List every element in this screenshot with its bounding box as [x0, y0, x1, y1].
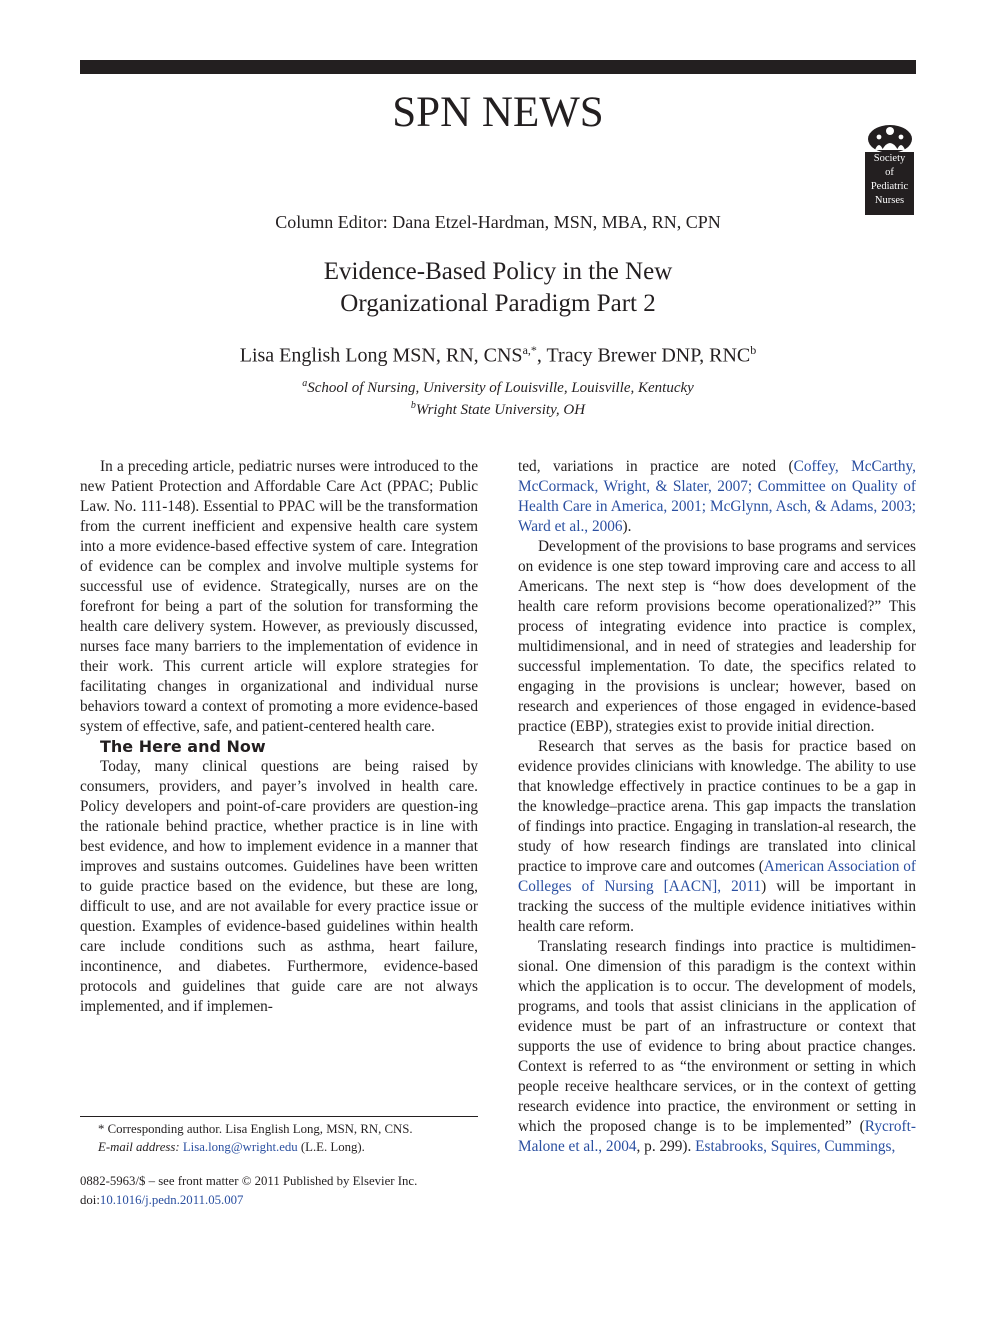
affiliation-text: School of Nursing, University of Louisville, Louisville, Kentucky	[307, 380, 694, 396]
spn-logo	[862, 120, 918, 218]
paragraph-translating	[518, 937, 916, 1157]
paragraph-provisions: Development of the provisions to base programs and services on evidence is one step toward improving care and access to all Americans. The next step is “how does development of the health care reform provisions become operationalized?” This process of integrating evidence into practice is complex, multidimensional, and in need of strategies and leadership for successful implementation. To date, the specifics related to engaging in the provisions is unclear; however, based on research and experiences of those engaged in evidence-based practice (EBP), strategies exist to provide initial direction.	[518, 538, 916, 735]
header-rule	[80, 60, 916, 74]
copyright-line: 0882-5963/$ – see front matter © 2011 Published by Elsevier Inc.	[80, 1174, 418, 1188]
paragraph-research	[518, 737, 916, 937]
article-title	[80, 256, 916, 320]
text-run: ) will be important in tracking the success of the multiple evidence initiatives within health care reform.	[518, 878, 916, 935]
citation-link[interactable]: Coffey, McCarthy, McCormack, Wright, & Slater, 2007; Committee on Quality of Health Care in America, 2001; McGlynn, Asch, & Adams, 2003; Ward et al., 2006	[518, 458, 916, 535]
email-link[interactable]: Lisa.long@wright.edu	[182, 1140, 298, 1154]
doi-link[interactable]: 10.1016/j.pedn.2011.05.007	[99, 1193, 244, 1207]
column-editor: Column Editor: Dana Etzel-Hardman, MSN, MBA, RN, CPN	[275, 212, 721, 232]
affiliation-a	[80, 375, 916, 397]
author-2-affil-mark: b	[750, 343, 757, 357]
spn-emblem-icon	[862, 120, 918, 154]
title-line-2: Organizational Paradigm Part 2	[340, 290, 656, 317]
text-run: ted, variations in practice are noted (	[518, 458, 794, 475]
logo-line: of	[885, 167, 894, 178]
author-2: Tracy Brewer DNP, RNC	[546, 344, 751, 367]
text-run: , p. 299).	[636, 1138, 696, 1155]
imprint	[80, 1172, 530, 1210]
right-column	[518, 457, 916, 1157]
logo-line: Nurses	[874, 195, 905, 206]
paragraph-here-and-now: Today, many clinical questions are being raised by consumers, providers, and payer’s involved in health care. Policy developers and point-of-care providers are question-ing the rationale behind practice, whether practice is in line with best evidence, and how to implement evidence in a manner that improves and sustains outcomes. Guidelines have been written to guide practice based on the evidence, but these are long, difficult to use, and are not available for every practice issue or question. Examples of evidence-based guidelines within health care include conditions such as asthma, heart failure, incontinence, and diabetes. Furthermore, evidence-based protocols and guidelines that guide care are not always implemented, and if implemen-	[80, 758, 478, 1015]
journal-title: SPN NEWS	[392, 89, 604, 136]
author-separator: ,	[536, 344, 547, 367]
author-list	[80, 343, 916, 368]
logo-line: Society	[873, 153, 906, 164]
section-heading: The Here and Now	[100, 737, 266, 756]
title-line-1: Evidence-Based Policy in the New	[323, 258, 673, 285]
affiliation-mark: a	[302, 378, 308, 389]
text-run: Translating research findings into practice is multidimen-sional. One dimension of this paradigm is the context within which the application is to occur. The development of models, programs, and tools that assist clinicians in the application of evidence must be part of an infrastructure or context that supports the use of evidence to bring about practice changes. Context is referred to as “the environment or setting in which people receive healthcare services, or in the context of getting research evidence into practice, the environment or setting in which the proposed change is to be implemented” (	[518, 938, 916, 1135]
text-run: Research that serves as the basis for practice based on evidence provides clinicians with knowledge. The ability to use that knowledge effectively in practice continues to be a gap in the knowledge–practice arena. This gap impacts the translation of findings into practice. Engaging in translation-al research, the study of how research findings are translated into clinical practice to improve care and outcomes (	[518, 738, 916, 875]
footnote	[80, 1120, 500, 1156]
email-line	[80, 1138, 500, 1156]
logo-line: Pediatric	[870, 181, 909, 192]
doi-line	[80, 1191, 530, 1210]
email-owner: (L.E. Long).	[297, 1140, 365, 1154]
affiliation-b	[80, 397, 916, 419]
corresponding-author: * Corresponding author. Lisa English Long, MSN, RN, CNS.	[98, 1122, 413, 1136]
citation-link[interactable]: Rycroft-Malone et al., 2004	[518, 1118, 916, 1155]
left-column	[80, 457, 478, 1017]
logo-text-box	[865, 152, 914, 215]
paragraph-intro: In a preceding article, pediatric nurses were introduced to the new Patient Protection and Affordable Care Act (PPAC; Public Law. No. 111-148). Essential to PPAC will be the transformation from the current inefficient and expensive health care system into a more evidence-based effective system of care. Integration of evidence can be complex and involve multiple systems for successful use of evidence. Strategically, nurses are on the forefront for being a part of the solution for transforming the health care delivery system. However, as previously discussed, nurses face many barriers to the implementation of evidence in their work. This current article will explore strategies for facilitating changes in organizational and individual nurse behaviors toward a context of promoting a more evidence-based system of effective, safe, and patient-centered health care.	[80, 458, 478, 735]
footnote-rule	[80, 1116, 478, 1117]
citation-link[interactable]: Estabrooks, Squires, Cummings,	[695, 1138, 896, 1155]
affiliation-mark: b	[410, 400, 416, 411]
citation-link[interactable]: American Association of Colleges of Nursing [AACN], 2011	[518, 858, 916, 895]
affiliation-text: Wright State University, OH	[415, 402, 586, 418]
paragraph-continued	[518, 457, 916, 537]
affiliations	[80, 375, 916, 419]
author-1: Lisa English Long MSN, RN, CNS	[239, 344, 523, 367]
email-label: E-mail address:	[98, 1140, 180, 1154]
text-run: ).	[622, 518, 632, 535]
author-1-affil-mark: a,*	[522, 343, 537, 357]
doi-label: doi:	[80, 1193, 100, 1207]
